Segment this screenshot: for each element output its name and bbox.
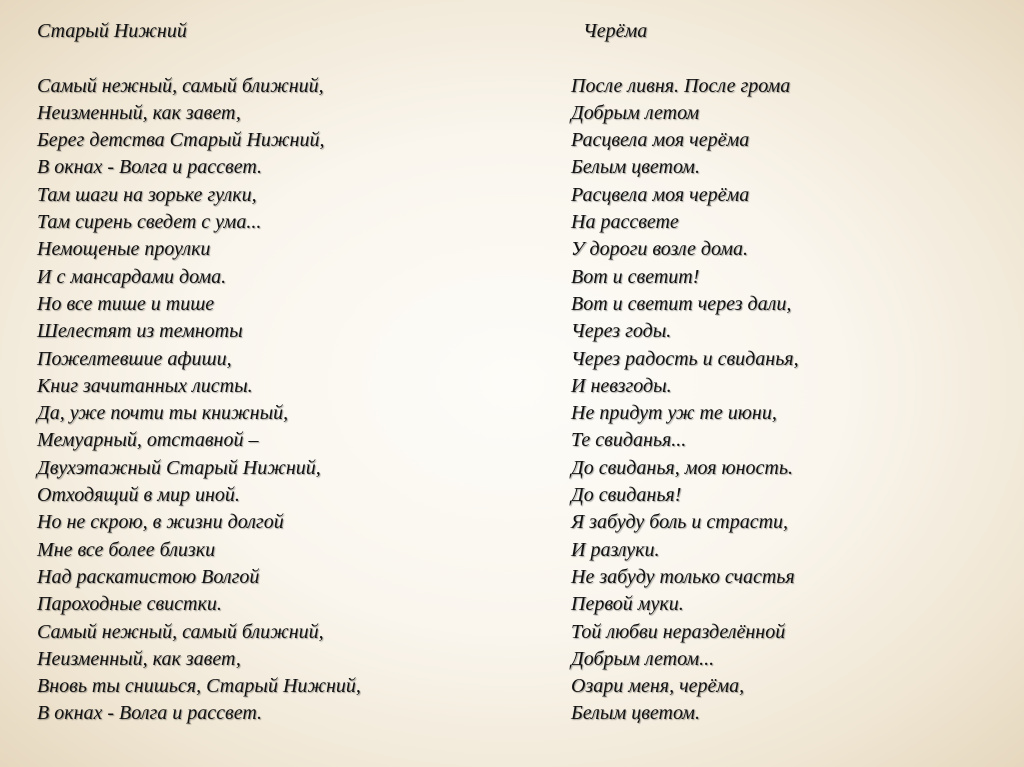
poem-line: Озари меня, черёма,	[571, 675, 745, 698]
poem-line: Вот и светит!	[571, 265, 700, 288]
poem-line: Неизменный, как завет,	[37, 101, 241, 124]
poem-line: Вот и светит через дали,	[571, 292, 792, 315]
poem-line: Там шаги на зорьке гулки,	[37, 183, 257, 206]
poem-line: Немощеные проулки	[37, 238, 211, 261]
poem-line: У дороги возле дома.	[571, 238, 749, 261]
poem-line: Первой муки.	[571, 593, 684, 616]
poem-line: Мемуарный, отставной –	[37, 429, 259, 452]
poem-line: Пароходные свистки.	[37, 593, 222, 616]
poem-line: Берег детства Старый Нижний,	[37, 129, 325, 152]
poem-line: И с мансардами дома.	[37, 265, 227, 288]
poem-line: Над раскатистою Волгой	[37, 565, 260, 588]
poem-line: Расцвела моя черёма	[571, 183, 750, 206]
poem-line: Там сирень сведет с ума...	[37, 211, 262, 234]
poem-line: Двухэтажный Старый Нижний,	[37, 456, 321, 479]
poem-line: Не забуду только счастья	[571, 565, 795, 588]
poem-title: Старый Нижний	[37, 20, 187, 42]
poem-line: В окнах - Волга и рассвет.	[37, 702, 263, 725]
poem-line: Вновь ты снишься, Старый Нижний,	[37, 675, 361, 698]
poem-cheryoma	[571, 18, 799, 728]
poem-line: Мне все более близки	[37, 538, 216, 561]
stanza-gap	[571, 45, 799, 72]
poem-line: До свиданья!	[571, 484, 682, 507]
poem-line: Неизменный, как завет,	[37, 647, 241, 670]
poem-line: Самый нежный, самый ближний,	[37, 74, 324, 97]
poem-line: Самый нежный, самый ближний,	[37, 620, 324, 643]
poem-line: На рассвете	[571, 211, 679, 234]
poem-line: Книг зачитанных листы.	[37, 374, 253, 397]
poem-line: Не придут уж те июни,	[571, 402, 777, 425]
poem-line: Той любви неразделённой	[571, 620, 786, 643]
poem-line: Через радость и свиданья,	[571, 347, 799, 370]
poem-staryi-nizhnii	[37, 18, 361, 728]
poem-body	[37, 73, 361, 728]
poem-line: Я забуду боль и страсти,	[571, 511, 789, 534]
poem-line: Белым цветом.	[571, 702, 700, 725]
poem-line: Но все тише и тише	[37, 292, 215, 315]
poem-line: Но не скрою, в жизни долгой	[37, 511, 284, 534]
poem-line: И разлуки.	[571, 538, 660, 561]
poem-line: Через годы.	[571, 320, 672, 343]
poem-line: После ливня. После грома	[571, 74, 791, 97]
poem-line: Добрым летом	[571, 101, 700, 124]
poem-line: До свиданья, моя юность.	[571, 456, 793, 479]
poem-line: Отходящий в мир иной.	[37, 484, 240, 507]
poem-body	[571, 73, 799, 728]
poem-line: Те свиданья...	[571, 429, 687, 452]
poem-title: Черёма	[583, 20, 648, 42]
poem-line: Да, уже почти ты книжный,	[37, 402, 289, 425]
poem-line: Белым цветом.	[571, 156, 700, 179]
poem-line: Расцвела моя черёма	[571, 129, 750, 152]
poem-line: Добрым летом...	[571, 647, 715, 670]
poem-line: Шелестят из темноты	[37, 320, 243, 343]
stanza-gap	[37, 45, 361, 72]
poem-line: В окнах - Волга и рассвет.	[37, 156, 263, 179]
poem-line: И невзгоды.	[571, 374, 672, 397]
poem-line: Пожелтевшие афиши,	[37, 347, 232, 370]
